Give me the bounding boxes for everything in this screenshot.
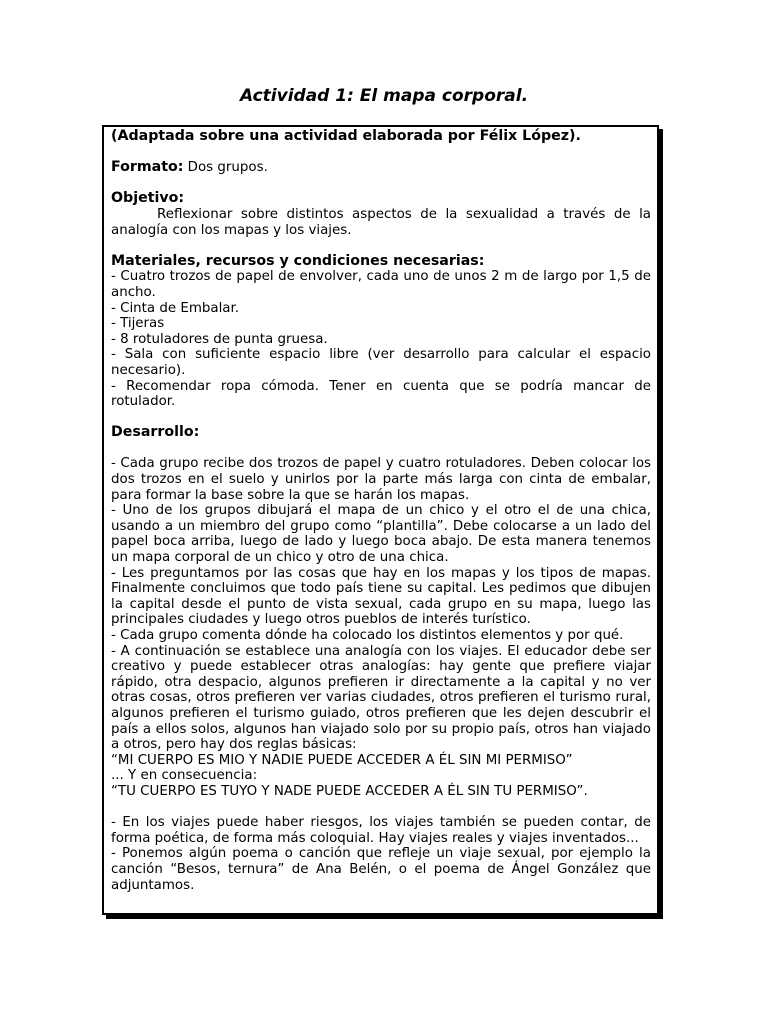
rule-quote-2: “TU CUERPO ES TUYO Y NADE PUEDE ACCEDER A ÉL SIN TU PERMISO”. bbox=[111, 783, 588, 799]
desarrollo-paragraph: - Cada grupo comenta dónde ha colocado los distintos elementos y por qué. bbox=[111, 628, 624, 643]
materiales-item: - Cuatro trozos de papel de envolver, cada uno de unos 2 m de largo por 1,5 de ancho. bbox=[111, 269, 651, 300]
desarrollo-heading: Desarrollo: bbox=[111, 424, 200, 441]
riesgos-paragraph: - En los viajes puede haber riesgos, los viajes también se pueden contar, de forma poética, de forma más coloquial. Hay viajes reales y viajes inventados... bbox=[111, 815, 651, 846]
objetivo-heading: Objetivo: bbox=[111, 190, 185, 207]
objetivo-text: Reflexionar sobre distintos aspectos de la sexualidad a través de la analogía con los mapas y los viajes. bbox=[111, 206, 651, 238]
materiales-item: - Recomendar ropa cómoda. Tener en cuenta que se podría mancar de rotulador. bbox=[111, 378, 651, 410]
document-title: Actividad 1: El mapa corporal. bbox=[239, 86, 529, 106]
poema-paragraph: - Ponemos algún poema o canción que refleje un viaje sexual, por ejemplo la canción “Besos, ternura” de Ana Belén, o el poema de Ángel González que adjuntamos. bbox=[111, 846, 651, 893]
activity-box bbox=[102, 125, 659, 915]
desarrollo-paragraph: - A continuación se establece una analogía con los viajes. El educador debe ser creativo y puede establecer otras analogías: hay gente que prefiere viajar rápido, otra despacio, algunos prefieren ir directamente a la capital y no ver otras cosas, otros prefieren ver varias ciudades, otros prefieren el turismo rural, algunos prefieren el turismo guiado, otros prefieren que les dejen descubrir el país a ellos solos, algunos han viajado solo por su propio país, otros han viajado a otros, pero hay dos reglas básicas: bbox=[111, 643, 651, 753]
materiales-item: - Tijeras bbox=[111, 316, 165, 332]
desarrollo-paragraph: - Les preguntamos por las cosas que hay en los mapas y los tipos de mapas. Finalmente concluimos que todo país tiene su capital. Les pedimos que dibujen la capital desde el punto de vista sexual, cada grupo en su mapa, luego las principales ciudades y luego otros pueblos de interés turístico. bbox=[111, 565, 651, 628]
materiales-heading: Materiales, recursos y condiciones necesarias: bbox=[111, 252, 485, 269]
rule-quote-1: “MI CUERPO ES MIO Y NADIE PUEDE ACCEDER A ÉL SIN MI PERMISO” bbox=[111, 752, 573, 768]
desarrollo-paragraph: - Uno de los grupos dibujará el mapa de un chico y el otro el de una chica, usando a un miembro del grupo como “plantilla”. Debe colocarse a un lado del papel boca arriba, luego de lado y luego boca abajo. De esta manera tenemos un mapa corporal de un chico y otro de una chica. bbox=[111, 503, 651, 566]
consecuencia-line: ... Y en consecuencia: bbox=[111, 768, 258, 784]
materiales-item: - Cinta de Embalar. bbox=[111, 300, 240, 316]
formato-value: Dos grupos. bbox=[183, 160, 268, 176]
desarrollo-paragraph: - Cada grupo recibe dos trozos de papel y cuatro rotuladores. Deben colocar los dos trozos en el suelo y unirlos por la parte más larga con cinta de embalar, para formar la base sobre la que se harán los mapas. bbox=[111, 456, 651, 503]
formato-line bbox=[111, 160, 651, 176]
adaptada-note: (Adaptada sobre una actividad elaborada por Félix López). bbox=[111, 128, 581, 144]
materiales-item: - Sala con suficiente espacio libre (ver desarrollo para calcular el espacio necesario). bbox=[111, 347, 651, 378]
formato-label: Formato: bbox=[111, 159, 184, 176]
materiales-item: - 8 rotuladores de punta gruesa. bbox=[111, 331, 328, 347]
